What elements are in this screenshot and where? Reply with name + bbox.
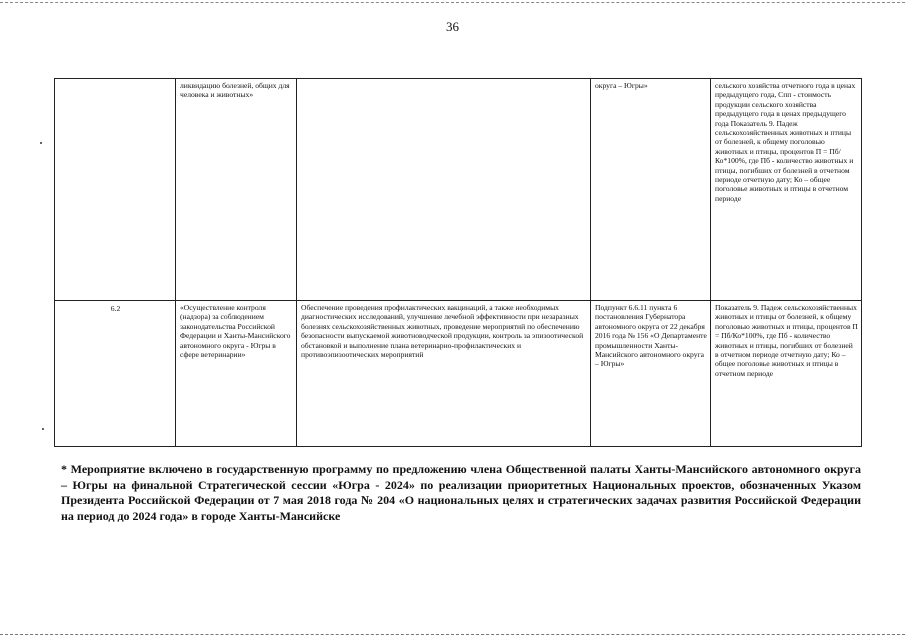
margin-mark (40, 142, 42, 144)
measures-table (54, 78, 862, 447)
legal-basis-cell: Подпункт 6.6.11 пункта 6 постановления Губернатора автономного округа от 22 декабря 2016 года № 156 «О Департаменте промышленности Ханты-Мансийского автономного округа – Югры» (591, 301, 711, 447)
scan-bottom-edge (0, 634, 905, 635)
table-row (55, 301, 862, 447)
row-number-cell: 6.2 (55, 301, 176, 447)
measure-description-cell (297, 79, 591, 301)
footnote: * Мероприятие включено в государственную программу по предложению члена Общественной палаты Ханты-Мансийского автономного округа – Югры на финальной Стратегической сессии «Югра - 2024» по реализации приоритетных Национальных проектов, обозначенных Указом Президента Российской Федерации от 7 мая 2018 года № 204 «О национальных целях и стратегических задачах развития Российской Федерации на период до 2024 года» в городе Ханты-Мансийске (61, 462, 861, 523)
page-number: 36 (446, 19, 459, 34)
table-row (55, 79, 862, 301)
measure-name-cell: «Осуществление контроля (надзора) за соблюдением законодательства Российской Федерации и Ханты-Мансийского автономного округа - Югры в сфере ветеринарии» (176, 301, 297, 447)
measure-name-cell: ликвидацию болезней, общих для человека и животных» (176, 79, 297, 301)
legal-basis-cell: округа – Югры» (591, 79, 711, 301)
indicator-cell: Показатель 9. Падеж сельскохозяйственных животных и птицы от болезней, к общему поголовью животных и птицы, процентов П = Пб/Ко*100%, где Пб - количество животных и птицы, погибших от болезней в отчетном периоде отчетную дату; Ко – общее поголовье животных и птицы в отчетном периоде (711, 301, 862, 447)
scan-top-edge (0, 2, 905, 3)
indicator-cell: сельского хозяйства отчетного года в ценах предыдущего года, Спп - стоимость продукции сельского хозяйства предыдущего года в ценах предыдущего года Показатель 9. Падеж сельскохозяйственных животных и птицы от болезней, к общему поголовью животных и птицы, процентов П = Пб/Ко*100%, где Пб - количество животных и птицы, погибших от болезней в отчетном периоде отчетную дату; Ко – общее поголовье животных и птицы в отчетном периоде (711, 79, 862, 301)
row-number-cell (55, 79, 176, 301)
margin-mark (42, 428, 44, 430)
measure-description-cell: Обеспечение проведения профилактических вакцинаций, а также необходимых диагностических исследований, улучшение лечебной эффективности при незаразных болезнях сельскохозяйственных животных, проведение мероприятий по обеспечению безопасности выпускаемой животноводческой продукции, контроль за эпизоотической обстановкой и выполнение плана ветеринарно-профилактических и противоэпизоотических мероприятий (297, 301, 591, 447)
